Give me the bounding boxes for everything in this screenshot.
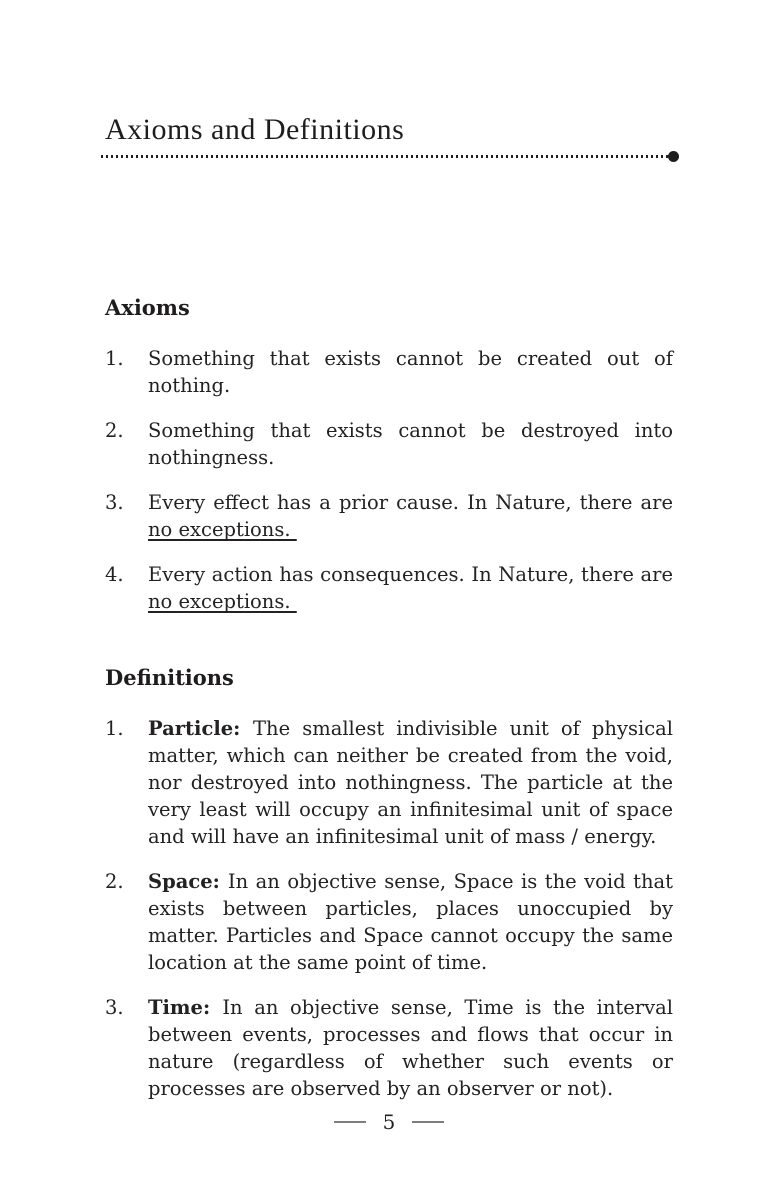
item-number: 2. <box>105 870 124 893</box>
page-footer <box>0 1108 778 1136</box>
item-text <box>148 994 673 1102</box>
definitions-list <box>105 715 673 1102</box>
page-number: 5 <box>382 1110 396 1134</box>
item-number: 1. <box>105 717 124 740</box>
axiom-item-4 <box>105 561 673 615</box>
item-text <box>148 868 673 976</box>
item-number: 3. <box>105 491 124 514</box>
axioms-section <box>105 295 673 615</box>
page-title: Axioms and Definitions <box>105 113 405 146</box>
footer-dash-left <box>334 1121 366 1123</box>
item-number: 3. <box>105 996 124 1019</box>
chapter-header <box>105 112 673 162</box>
axiom-item-3 <box>105 489 673 543</box>
dotted-rule <box>101 155 671 158</box>
item-text-plain: Every action has consequences. In Nature, there are <box>148 563 673 586</box>
definition-item-space <box>105 868 673 976</box>
definition-text: In an objective sense, Time is the interval between events, processes and flows that occur in nature (regardless of whether such events or processes are observed by an observer or not). <box>148 996 673 1100</box>
item-number: 2. <box>105 419 124 442</box>
definition-text: The smallest indivisible unit of physical matter, which can neither be created from the void, nor destroyed into nothingness. The particle at the very least will occupy an infinitesimal unit of space and will have an infinitesimal unit of mass / energy. <box>148 717 673 848</box>
item-number: 4. <box>105 563 124 586</box>
axiom-item-2 <box>105 417 673 471</box>
definition-item-particle <box>105 715 673 850</box>
definition-term: Time: <box>148 996 223 1019</box>
definition-text: In an objective sense, Space is the void that exists between particles, places unoccupied by matter. Particles and Space cannot occupy the same location at the same point of time. <box>148 870 673 974</box>
definition-item-time <box>105 994 673 1102</box>
definitions-section <box>105 665 673 1102</box>
rule-end-bullet-icon <box>668 151 679 162</box>
item-number: 1. <box>105 347 124 370</box>
item-text-plain: Every effect has a prior cause. In Nature, there are <box>148 491 673 514</box>
item-text <box>148 715 673 850</box>
axioms-list <box>105 345 673 615</box>
item-text-underlined: no exceptions. <box>148 590 297 613</box>
item-text <box>148 489 673 543</box>
item-text: Something that exists cannot be created out of nothing. <box>148 347 673 397</box>
item-text-underlined: no exceptions. <box>148 518 297 541</box>
footer-dash-right <box>412 1121 444 1123</box>
definitions-heading: Definitions <box>105 665 234 690</box>
title-underline-rule <box>105 151 673 162</box>
item-text: Something that exists cannot be destroyed into nothingness. <box>148 419 673 469</box>
axioms-heading: Axioms <box>105 295 190 320</box>
definition-term: Space: <box>148 870 228 893</box>
item-text <box>148 561 673 615</box>
axiom-item-1 <box>105 345 673 399</box>
definition-term: Particle: <box>148 717 254 740</box>
